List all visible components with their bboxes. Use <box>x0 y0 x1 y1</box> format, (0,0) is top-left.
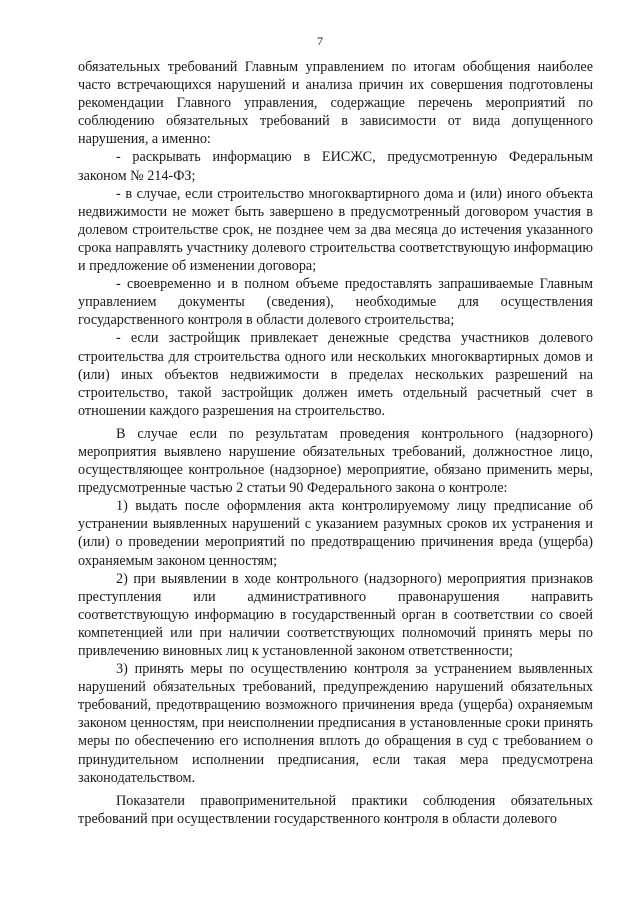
measure-item: 3) принять меры по осуществлению контроля за устранением выявленных нарушений обязательных требований, предупреждению нарушений обязательных требований, предотвращению возможного причинения вреда (ущерба) охраняемым законом ценностям, при неисполнении предписания в установленные сроки принять меры по обеспечению его исполнения вплоть до обращения в суд с требованием о принудительном исполнении предписания, если такая мера предусмотрена законодательством. <box>78 661 593 786</box>
paragraph-violation-intro: В случае если по результатам проведения контрольного (надзорного) мероприятия выявлено нарушение обязательных требований, должностное лицо, осуществляющее контрольное (надзорное) мероприятие, обязано применить меры, предусмотренные частью 2 статьи 90 Федерального закона о контроле: <box>78 425 593 497</box>
measure-item: 2) при выявлении в ходе контрольного (надзорного) мероприятия признаков преступления или административного правонарушения направить соответствующую информацию в государственный орган в соответствии со своей компетенцией или при наличии соответствующих полномочий принять меры по привлечению виновных лиц к установленной законом ответственности; <box>78 570 593 659</box>
page-number: 7 <box>317 34 323 48</box>
recommendation-item: - в случае, если строительство многоквартирного дома и (или) иного объекта недвижимости не может быть завершено в предусмотренный договором участия в долевом строительстве срок, не позднее чем за два месяца до истечения указанного срока направлять участнику долевого строительства соответствующую информацию и предложение об изменении договора; <box>78 185 593 275</box>
paragraph-indicators: Показатели правоприменительной практики соблюдения обязательных требований при осуществлении государственного контроля в области долевого <box>78 792 593 827</box>
recommendation-item: - раскрывать информацию в ЕИСЖС, предусмотренную Федеральным законом № 214-ФЗ; <box>78 149 593 184</box>
measure-item: 1) выдать после оформления акта контролируемому лицу предписание об устранении выявленных нарушений с указанием разумных сроков их устранения и (или) о проведении мероприятий по предотвращению причинения вреда (ущерба) охраняемым законом ценностям; <box>78 498 593 569</box>
recommendation-item: - если застройщик привлекает денежные средства участников долевого строительства для строительства одного или нескольких многоквартирных домов и (или) иных объектов недвижимости в пределах нескольких разрешений на строительство, такой застройщик должен иметь отдельный расчетный счет в отношении каждого разрешения на строительство. <box>78 330 593 419</box>
paragraph-continuation: обязательных требований Главным управлением по итогам обобщения наиболее часто встречающихся нарушений и анализа причин их совершения подготовлены рекомендации Главного управления, содержащие перечень мероприятий по соблюдению обязательных требований в зависимости от вида допущенного нарушения, а именно: <box>78 59 593 148</box>
recommendation-item: - своевременно и в полном объеме предоставлять запрашиваемые Главным управлением документы (сведения), необходимые для осуществления государственного контроля в области долевого строительства; <box>78 276 593 329</box>
document-body <box>78 58 593 828</box>
